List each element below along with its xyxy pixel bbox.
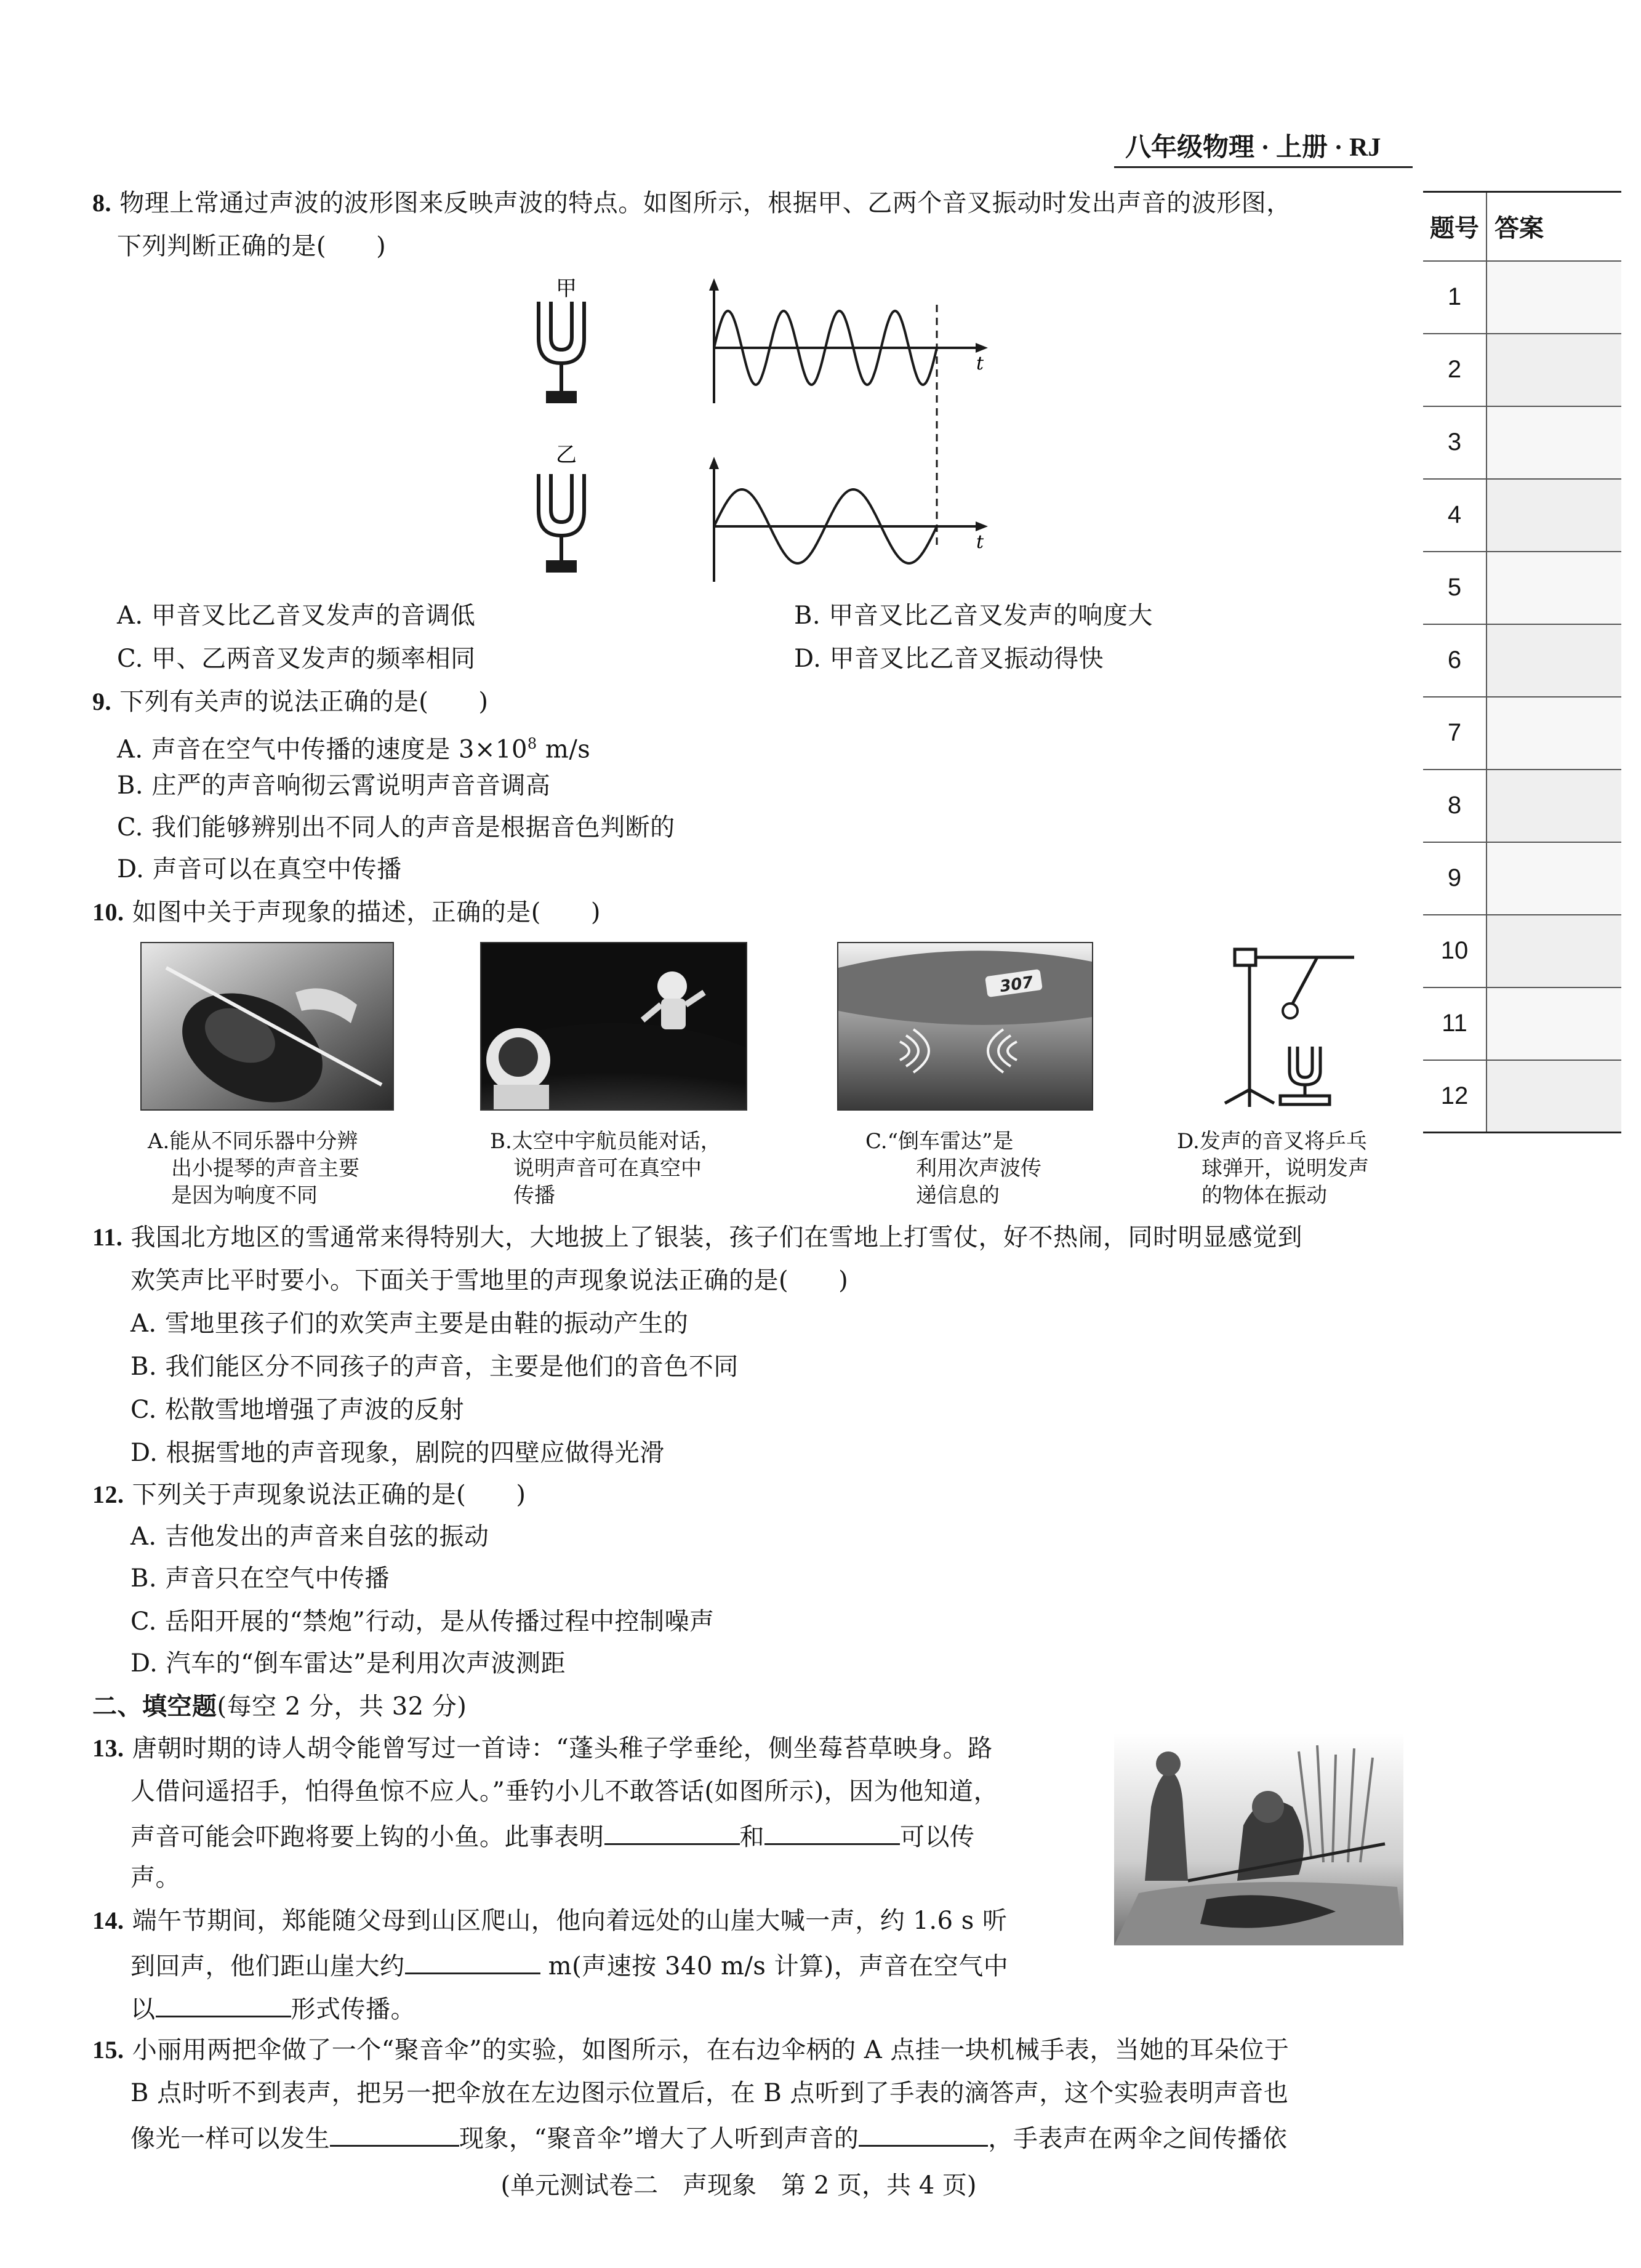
- answer-row-cell[interactable]: [1487, 479, 1621, 552]
- q10-caption-d-line3: 的物体在振动: [1202, 1183, 1327, 1208]
- q15-line3: [130, 2118, 1287, 2157]
- q10-number: 10.: [92, 898, 124, 926]
- q15-text1: 小丽用两把伞做了一个“聚音伞”的实验，如图所示，在右边伞柄的 A 点挂一块机械手表，当她的耳朵位于: [132, 2036, 1290, 2064]
- answer-row-cell[interactable]: [1487, 624, 1621, 697]
- q10-caption-d: [1177, 1128, 1369, 1209]
- q13-blank-2[interactable]: [764, 1816, 900, 1845]
- answer-row-number: 4: [1423, 479, 1487, 552]
- q15-text3a: 像光一样可以发生: [130, 2125, 330, 2153]
- q10-caption-b-line3: 传播: [513, 1183, 555, 1208]
- q13-line4: 声。: [130, 1864, 180, 1892]
- waveform-b-axis-t: t: [976, 531, 984, 553]
- q9-stem-text: 下列有关声的说法正确的是( ): [119, 688, 489, 716]
- tuning-fork-b-icon: [539, 474, 584, 571]
- q14-text3b: 形式传播。: [291, 1995, 415, 2024]
- waveform-b-x-arrow: [976, 521, 988, 531]
- q10-caption-c-line2: 利用次声波传: [916, 1156, 1041, 1181]
- q15-line2: B 点时听不到表声，把另一把伞放在左边图示位置后，在 B 点听到了手表的滴答声，这个实验表明声音也: [130, 2079, 1289, 2107]
- q8-stem-line2: 下列判断正确的是( ): [117, 232, 387, 260]
- q12-option-d: D. 汽车的“倒车雷达”是利用次声波测距: [130, 1649, 566, 1678]
- q11-option-c: C. 松散雪地增强了声波的反射: [130, 1396, 465, 1424]
- q10-caption-a-line1: A.能从不同乐器中分辨: [148, 1129, 358, 1154]
- q10-caption-a-line3: 是因为响度不同: [171, 1183, 318, 1208]
- answer-table-row: [1423, 334, 1621, 406]
- q11-stem-line1: [92, 1219, 1302, 1256]
- answer-row-cell[interactable]: [1487, 697, 1621, 770]
- q8-option-b: B. 甲音叉比乙音叉发声的响度大: [794, 601, 1153, 630]
- q11-option-a: A. 雪地里孩子们的欢笑声主要是由鞋的振动产生的: [130, 1309, 689, 1338]
- answer-row-cell[interactable]: [1487, 261, 1621, 334]
- q12-option-a: A. 吉他发出的声音来自弦的振动: [130, 1522, 489, 1551]
- q13-text3c: 可以传: [900, 1823, 975, 1851]
- answer-row-cell[interactable]: [1487, 842, 1621, 915]
- q9-option-b: B. 庄严的声音响彻云霄说明声音音调高: [117, 771, 551, 800]
- waveform-a-y-arrow: [709, 278, 719, 291]
- q14-text2b: m(声速按 340 m/s 计算)，声音在空气中: [540, 1952, 1009, 1980]
- answer-row-cell[interactable]: [1487, 987, 1621, 1060]
- answer-row-number: 3: [1423, 406, 1487, 479]
- q9-option-a: [117, 725, 590, 768]
- q14-number: 14.: [92, 1907, 124, 1934]
- car-reversing-radar-photo: [837, 942, 1093, 1111]
- answer-table-col-answer: 答案: [1487, 192, 1621, 261]
- answer-row-number: 1: [1423, 261, 1487, 334]
- q15-blank-1[interactable]: [330, 2118, 459, 2147]
- q14-blank-2[interactable]: [156, 1989, 291, 2017]
- q13-text3b: 和: [739, 1823, 764, 1851]
- answer-table-row: [1423, 624, 1621, 697]
- answer-table-row: [1423, 479, 1621, 552]
- q8-option-a: A. 甲音叉比乙音叉发声的音调低: [117, 601, 476, 630]
- q11-option-b: B. 我们能区分不同孩子的声音，主要是他们的音色不同: [130, 1353, 739, 1381]
- answer-row-number: 9: [1423, 842, 1487, 915]
- q9-option-c: C. 我们能够辨别出不同人的声音是根据音色判断的: [117, 813, 675, 842]
- answer-table-row: [1423, 842, 1621, 915]
- q8-number: 8.: [92, 189, 111, 217]
- q10-caption-c: [865, 1128, 1041, 1209]
- answer-row-number: 10: [1423, 915, 1487, 987]
- q8-option-c: C. 甲、乙两音叉发声的频率相同: [117, 645, 476, 673]
- waveform-b-y-arrow: [709, 457, 719, 469]
- q12-option-c: C. 岳阳开展的“禁炮”行动，是从传播过程中控制噪声: [130, 1607, 715, 1636]
- section-2-title: 二、填空题: [92, 1692, 217, 1721]
- q9-stem: [92, 683, 488, 720]
- q10-caption-a-line2: 出小提琴的声音主要: [171, 1156, 359, 1181]
- answer-table: [1423, 191, 1621, 1133]
- q13-text3a: 声音可能会吓跑将要上钩的小鱼。此事表明: [130, 1823, 604, 1851]
- waveform-b-axes: [714, 463, 982, 582]
- q10-caption-d-line2: 球弹开，说明发声: [1202, 1156, 1369, 1181]
- waveform-a-x-arrow: [976, 343, 988, 353]
- q11-stem-line2: 欢笑声比平时要小。下面关于雪地里的声现象说法正确的是( ): [130, 1266, 849, 1295]
- page-footer: (单元测试卷二 声现象 第 2 页，共 4 页): [500, 2171, 977, 2200]
- q10-stem-text: 如图中关于声现象的描述，正确的是( ): [132, 898, 601, 927]
- section-2-note: (每空 2 分，共 32 分): [217, 1692, 467, 1721]
- q10-caption-b-line1: B.太空中宇航员能对话，: [490, 1129, 721, 1154]
- q14-line3: [130, 1989, 415, 2028]
- q8-option-d: D. 甲音叉比乙音叉振动得快: [794, 645, 1104, 673]
- answer-table-row: [1423, 552, 1621, 624]
- q10-caption-b: [490, 1128, 721, 1209]
- q13-blank-1[interactable]: [604, 1816, 740, 1845]
- fork-a-label: 甲: [556, 276, 577, 301]
- fishing-child-illustration: [1114, 1733, 1403, 1945]
- header-rule: [1114, 166, 1413, 168]
- answer-row-number: 2: [1423, 334, 1487, 406]
- answer-row-number: 6: [1423, 624, 1487, 697]
- q15-text3c: ，手表声在两伞之间传播依: [988, 2125, 1288, 2153]
- q15-line1: [92, 2032, 1289, 2069]
- answer-row-number: 8: [1423, 770, 1487, 842]
- answer-row-cell[interactable]: [1487, 334, 1621, 406]
- q14-text2a: 到回声，他们距山崖大约: [130, 1952, 405, 1980]
- q10-caption-b-line2: 说明声音可在真空中: [513, 1156, 702, 1181]
- answer-table-header: [1423, 192, 1621, 261]
- q13-line2: 人借问遥招手，怕得鱼惊不应人。”垂钓小儿不敢答话(如图所示)，因为他知道，: [130, 1777, 999, 1806]
- page-header-title: 八年级物理 · 上册 · RJ: [1125, 134, 1381, 162]
- answer-row-number: 5: [1423, 552, 1487, 624]
- q13-line1: [92, 1730, 993, 1767]
- answer-table-row: [1423, 1060, 1621, 1133]
- tuning-fork-waveform-figure: [523, 271, 991, 591]
- q14-blank-1[interactable]: [405, 1945, 540, 1974]
- answer-row-cell[interactable]: [1487, 406, 1621, 479]
- q9-option-a-exponent: 8: [527, 735, 537, 752]
- answer-table-row: [1423, 261, 1621, 334]
- q10-caption-c-line3: 递信息的: [916, 1183, 1000, 1208]
- answer-table-row: [1423, 915, 1621, 987]
- answer-table-row: [1423, 406, 1621, 479]
- q12-number: 12.: [92, 1481, 124, 1508]
- violin-photo: [140, 942, 394, 1111]
- fork-b-label: 乙: [556, 443, 577, 467]
- q13-line3: [130, 1816, 975, 1856]
- q13-text1: 唐朝时期的诗人胡令能曾写过一首诗：“蓬头稚子学垂纶，侧坐莓苔草映身。路: [132, 1734, 993, 1763]
- q8-stem-text1: 物理上常通过声波的波形图来反映声波的特点。如图所示，根据甲、乙两个音叉振动时发出声音的波形图，: [119, 189, 1291, 217]
- answer-row-cell[interactable]: [1487, 915, 1621, 987]
- car-badge-text: 307: [998, 973, 1035, 997]
- astronaut-photo: [480, 942, 747, 1111]
- q15-number: 15.: [92, 2036, 124, 2064]
- answer-row-cell[interactable]: [1487, 770, 1621, 842]
- q11-stem-text1: 我国北方地区的雪通常来得特别大，大地披上了银装，孩子们在雪地上打雪仗，好不热闹，同时明显感觉到: [130, 1223, 1303, 1252]
- answer-row-number: 7: [1423, 697, 1487, 770]
- section-2-heading: [92, 1688, 467, 1725]
- q12-stem: [92, 1476, 526, 1513]
- q14-line1: [92, 1902, 1008, 1939]
- q8-stem-line1: [92, 185, 1291, 222]
- q14-text1: 端午节期间，郑能随父母到山区爬山，他向着远处的山崖大喊一声，约 1.6 s 听: [132, 1907, 1008, 1935]
- q15-text3b: 现象，“聚音伞”增大了人听到声音的: [459, 2125, 859, 2153]
- q9-option-a-text: A. 声音在空气中传播的速度是 3×10: [117, 735, 528, 764]
- q11-number: 11.: [92, 1223, 123, 1251]
- q14-line2: [130, 1945, 1008, 1985]
- q15-blank-2[interactable]: [859, 2118, 988, 2147]
- q11-option-d: D. 根据雪地的声音现象，剧院的四壁应做得光滑: [130, 1439, 665, 1467]
- tuning-fork-a-icon: [539, 302, 584, 401]
- answer-table-row: [1423, 697, 1621, 770]
- answer-table-row: [1423, 770, 1621, 842]
- answer-row-number: 11: [1423, 987, 1487, 1060]
- q10-caption-c-line1: C.“倒车雷达”是: [865, 1129, 1014, 1154]
- answer-table-row: [1423, 987, 1621, 1060]
- waveform-a-axis-t: t: [976, 353, 984, 374]
- q12-stem-text: 下列关于声现象说法正确的是( ): [132, 1481, 526, 1509]
- q14-text3a: 以: [130, 1995, 156, 2024]
- q9-number: 9.: [92, 688, 111, 715]
- tuning-fork-pingpong-diagram: [1200, 942, 1391, 1120]
- q13-number: 13.: [92, 1734, 124, 1762]
- q12-option-b: B. 声音只在空气中传播: [130, 1564, 390, 1593]
- answer-row-cell[interactable]: [1487, 1060, 1621, 1133]
- q9-option-a-unit: m/s: [537, 735, 591, 764]
- q10-caption-d-line1: D.发声的音叉将乒乓: [1177, 1129, 1367, 1154]
- answer-row-number: 12: [1423, 1060, 1487, 1133]
- answer-row-cell[interactable]: [1487, 552, 1621, 624]
- q10-caption-a: [148, 1128, 359, 1209]
- q9-option-d: D. 声音可以在真空中传播: [117, 855, 402, 883]
- answer-table-col-number: 题号: [1423, 192, 1487, 261]
- q10-stem: [92, 894, 601, 931]
